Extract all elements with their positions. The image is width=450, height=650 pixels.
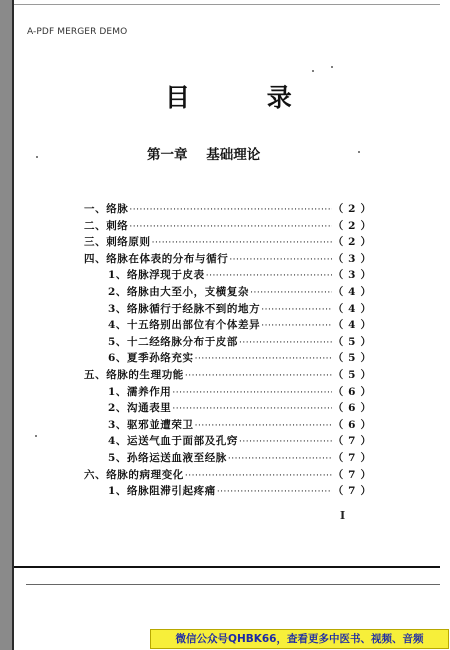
toc-entry: [84, 384, 376, 401]
toc-entry-label: 2、络脉由大至小，支横复杂: [108, 285, 250, 298]
toc-entry-page: （2）: [332, 236, 376, 249]
toc-leader-dots: [228, 451, 332, 468]
toc-leader-dots: [172, 385, 331, 402]
toc-entry-label: 1、络脉阻滞引起疼痛: [108, 485, 216, 498]
toc-entry-label: 1、濡养作用: [108, 385, 172, 398]
toc-entry-page: （4）: [332, 285, 376, 298]
toc-leader-dots: [129, 202, 331, 219]
toc-entry-page: （4）: [332, 302, 376, 315]
toc-entry: [84, 301, 376, 318]
toc-entry-label: 4、十五络别出部位有个体差异: [108, 319, 261, 332]
toc-entry-page: （6）: [332, 385, 376, 398]
next-page-rule: [26, 584, 440, 585]
scan-speck: [358, 151, 360, 153]
table-of-contents: [84, 201, 376, 500]
toc-entry-page: （5）: [332, 335, 376, 348]
toc-entry: [84, 400, 376, 417]
toc-entry-page: （2）: [332, 203, 376, 215]
toc-entry-page: （7）: [332, 485, 376, 498]
toc-entry-page: （3）: [332, 252, 376, 265]
toc-entry: [84, 317, 376, 334]
toc-entry: [84, 450, 376, 467]
toc-entry-page: （7）: [332, 451, 376, 464]
toc-entry-label: 六、络脉的病理变化: [84, 468, 184, 481]
toc-entry: [84, 367, 376, 384]
toc-entry-label: 二、刺络: [84, 219, 129, 232]
toc-entry-label: 四、络脉在体表的分布与循行: [84, 252, 229, 265]
toc-entry: [84, 284, 376, 301]
toc-leader-dots: [195, 418, 332, 435]
toc-leader-dots: [217, 484, 332, 501]
scan-speck: [36, 156, 38, 158]
toc-leader-dots: [206, 268, 332, 285]
toc-entry-page: （6）: [332, 418, 376, 431]
scan-speck: [35, 435, 37, 437]
top-rule: [14, 4, 440, 5]
toc-entry-label: 1、络脉浮现于皮表: [108, 269, 205, 282]
toc-leader-dots: [239, 335, 332, 352]
toc-entry: [84, 234, 376, 251]
toc-entry: [84, 251, 376, 268]
toc-leader-dots: [152, 235, 332, 252]
toc-leader-dots: [195, 351, 332, 368]
toc-entry: [84, 350, 376, 367]
toc-leader-dots: [185, 468, 332, 485]
toc-entry-label: 3、络脉循行于经脉不到的地方: [108, 302, 261, 315]
toc-leader-dots: [261, 318, 331, 335]
toc-entry: [84, 433, 376, 450]
toc-entry: [84, 267, 376, 284]
toc-leader-dots: [250, 285, 332, 302]
scan-speck: [331, 66, 333, 68]
toc-entry-label: 6、夏季孙络充实: [108, 352, 194, 365]
toc-entry-page: （6）: [332, 402, 376, 415]
toc-entry: [84, 467, 376, 484]
toc-leader-dots: [239, 434, 332, 451]
toc-entry-page: （2）: [332, 219, 376, 232]
viewer-left-frame: [0, 0, 12, 650]
toc-entry: [84, 483, 376, 500]
toc-entry-label: 3、驱邪並遭荣卫: [108, 418, 194, 431]
toc-leader-dots: [229, 252, 331, 269]
toc-entry: [84, 201, 376, 218]
toc-entry-page: （3）: [332, 269, 376, 282]
toc-leader-dots: [185, 368, 332, 385]
toc-entry-label: 三、刺络原则: [84, 236, 151, 249]
scan-speck: [312, 70, 314, 72]
toc-entry: [84, 218, 376, 235]
toc-entry-page: （4）: [332, 319, 376, 332]
toc-entry-label: 2、沟通表里: [108, 402, 172, 415]
toc-entry-page: （7）: [332, 435, 376, 448]
chapter-heading: 第一章 基础理论: [147, 147, 261, 163]
toc-entry-label: 一、络脉: [84, 203, 129, 215]
toc-entry-page: （5）: [332, 368, 376, 381]
toc-leader-dots: [261, 302, 331, 319]
page-title: 目 录: [165, 83, 326, 112]
toc-entry-label: 4、运送气血于面部及孔窍: [108, 435, 239, 448]
watermark-text: A-PDF MERGER DEMO: [27, 27, 128, 37]
toc-entry-page: （7）: [332, 468, 376, 481]
promo-banner: 微信公众号QHBK66，查看更多中医书、视频、音频: [150, 629, 449, 649]
page-number-marker: I: [340, 509, 346, 522]
toc-entry-label: 5、十二经络脉分布于皮部: [108, 335, 239, 348]
toc-leader-dots: [172, 401, 331, 418]
toc-entry-page: （5）: [332, 352, 376, 365]
toc-entry: [84, 334, 376, 351]
toc-entry-label: 5、孙络运送血液至经脉: [108, 451, 227, 464]
toc-entry: [84, 417, 376, 434]
toc-entry-label: 五、络脉的生理功能: [84, 368, 184, 381]
toc-leader-dots: [129, 219, 331, 236]
